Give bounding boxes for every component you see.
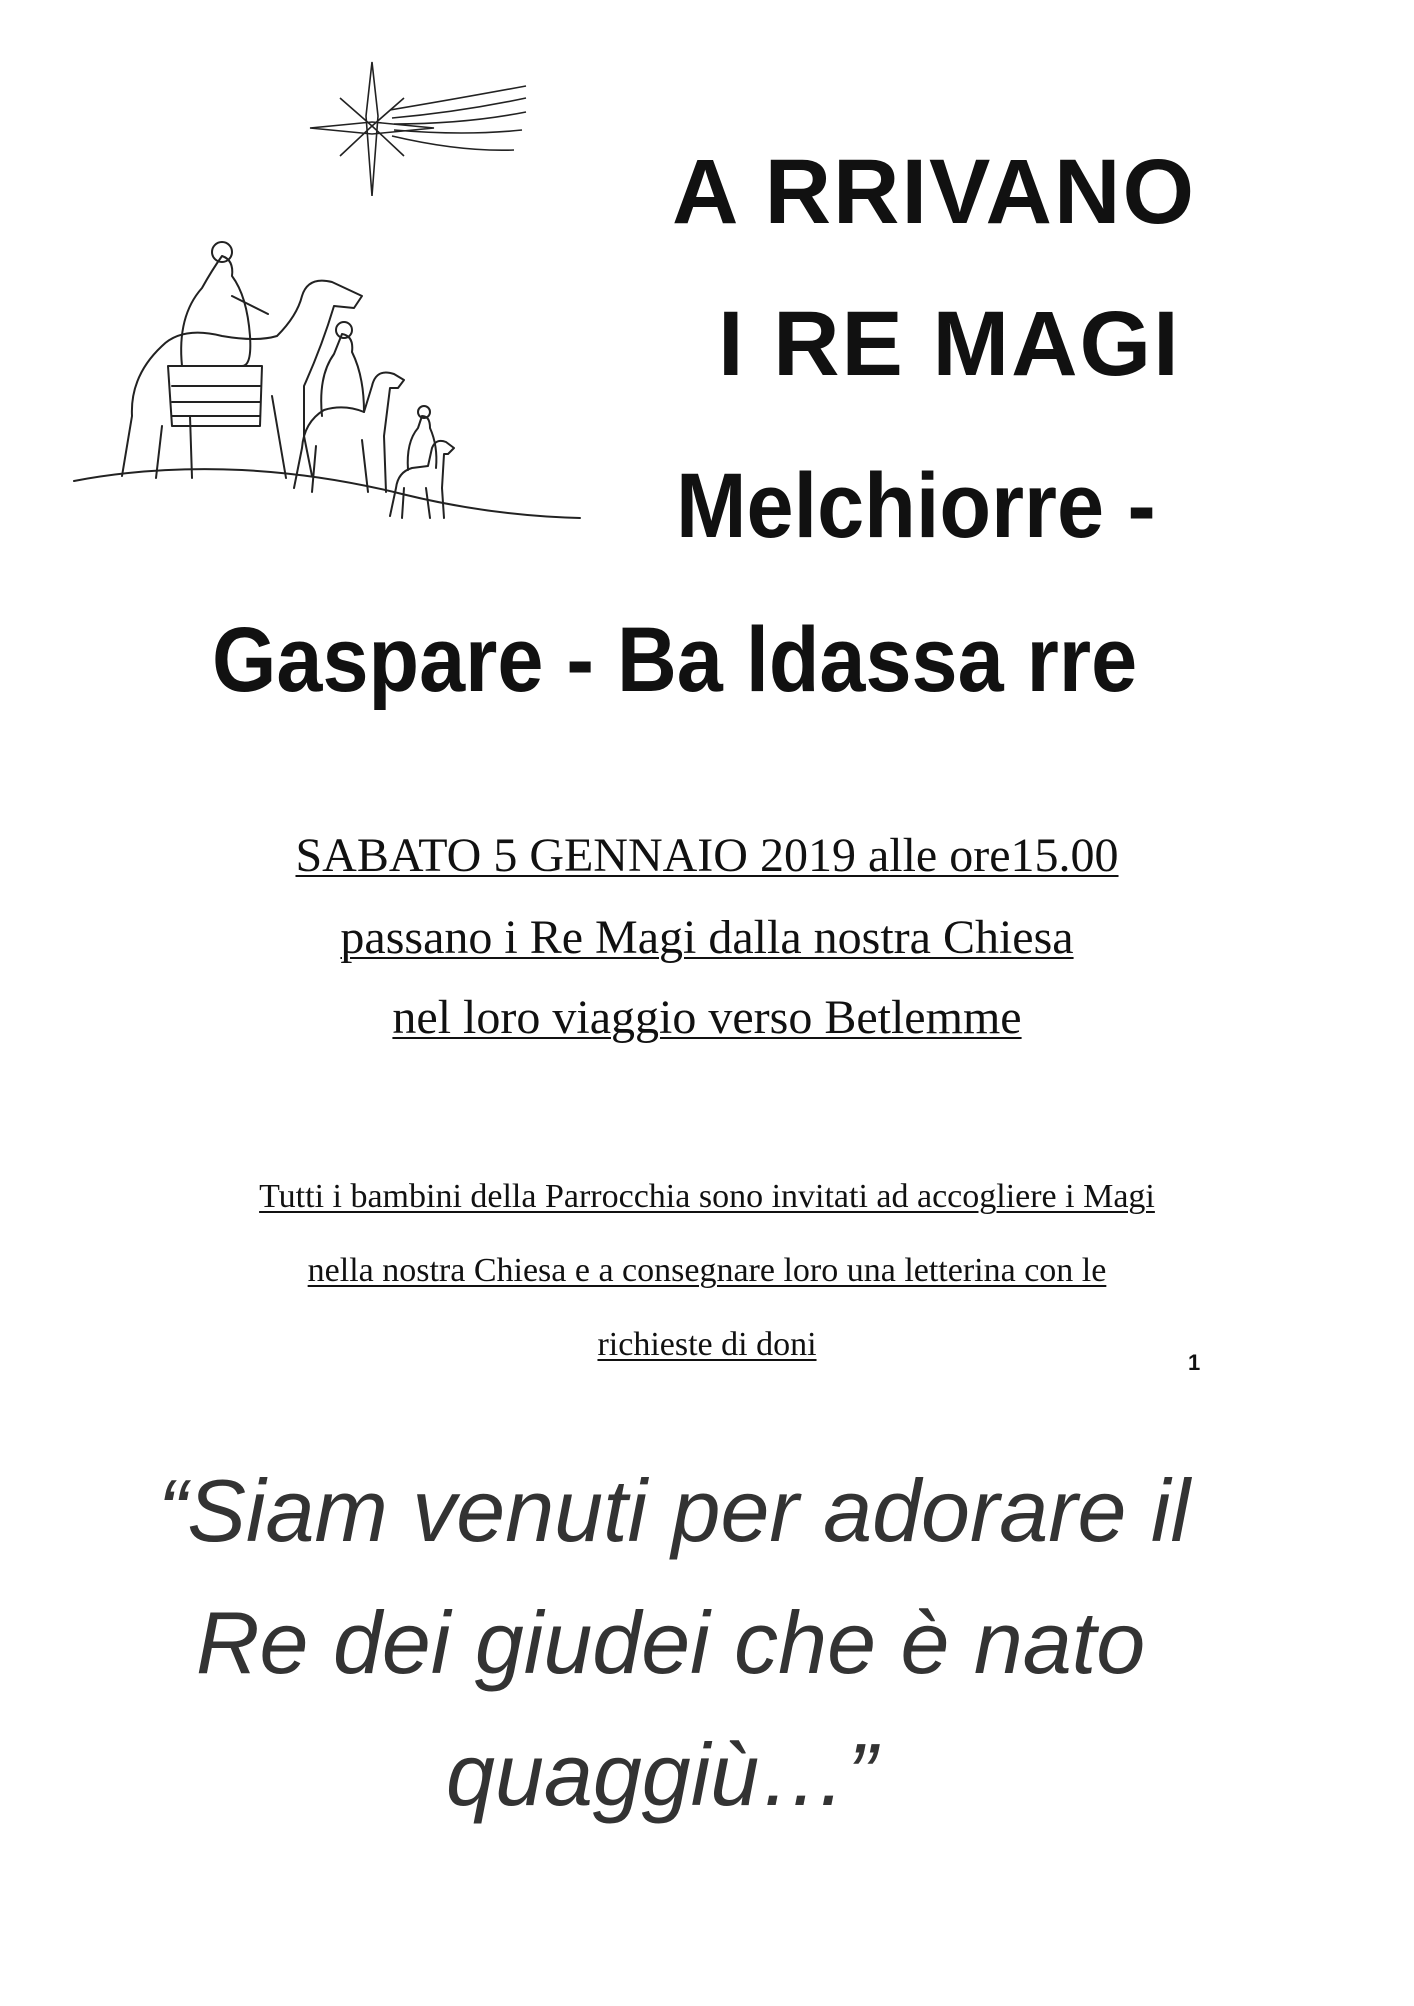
event-detail-line-3: nel loro viaggio verso Betlemme <box>392 991 1022 1044</box>
title-line-1: A RRIVANO <box>672 141 1196 243</box>
invitation-line-1: Tutti i bambini della Parrocchia sono invitati ad accogliere i Magi <box>259 1178 1155 1215</box>
event-date-line: SABATO 5 GENNAIO 2019 alle ore15.00 <box>295 829 1119 882</box>
title-line-4: Gaspare - Ba ldassa rre <box>212 609 1138 711</box>
quote-line-1: “Siam venuti per adorare il <box>158 1461 1191 1560</box>
three-kings-illustration <box>72 226 582 536</box>
event-detail-line-2: passano i Re Magi dalla nostra Chiesa <box>340 911 1074 964</box>
quote-line-2: Re dei giudei che è nato <box>196 1593 1146 1692</box>
title-line-3: Melchiorre - <box>676 455 1156 557</box>
quote-line-3: quaggiù…” <box>446 1725 877 1824</box>
invitation-line-3: richieste di doni <box>597 1326 817 1363</box>
footnote-marker: 1 <box>1188 1350 1201 1375</box>
invitation-line-2: nella nostra Chiesa e a consegnare loro una letterina con le <box>307 1252 1107 1289</box>
comet-star-icon <box>300 60 530 200</box>
title-line-2: I RE MAGI <box>718 293 1181 395</box>
